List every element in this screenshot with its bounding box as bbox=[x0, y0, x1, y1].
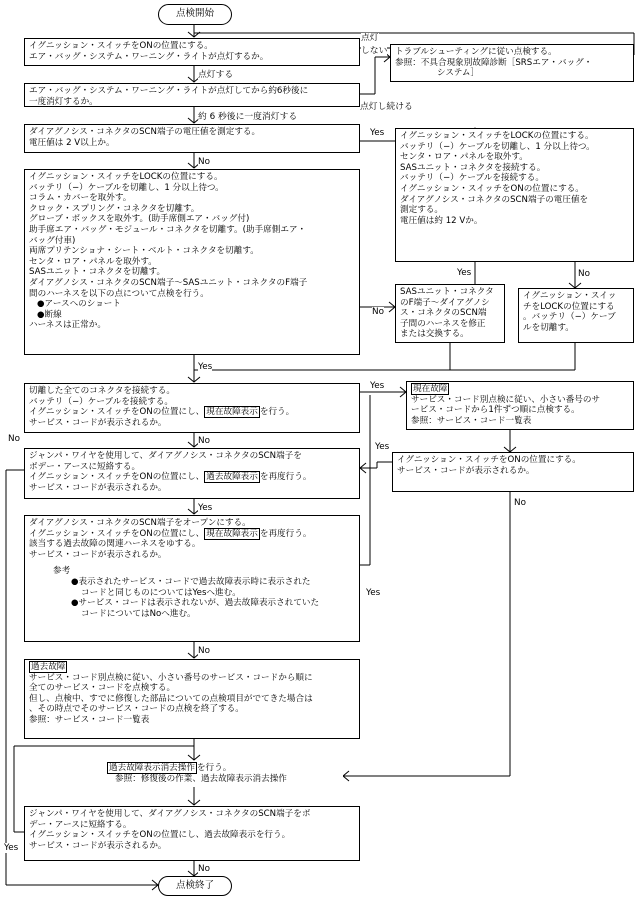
label-yes-b12: Yes bbox=[366, 588, 381, 598]
past-fault-box: 過去故障 サービス・コード別点検に従い、小さい番号のサービス・コードから順に 全てのサービス・コードを点検する。 但し、点検中、すでに修復した部品についての点検項目がでてきた場合は 、その時点でそのサービス・コードの点検を終了する。 参照：サービス・コード一覧表 bbox=[24, 659, 360, 739]
label-no-b3: No bbox=[198, 157, 210, 167]
step-ignition-code: イグニッション・スイッチをONの位置にする。 サービス・コードが表示されるか。 bbox=[392, 452, 634, 492]
label-no-b12: No bbox=[198, 646, 210, 656]
step-reconnect-current-fault: 切離した全てのコネクタを接続する。 バッテリ（−）ケーブルを接続する。 イグニッション・スイッチをONの位置にし、 現在故障表示 を行う。 サービス・コードが表示されるか。 bbox=[24, 383, 360, 433]
step-ignition-on: イグニッション・スイッチをONの位置にする。 エア・バッグ・システム・ワーニング・ライトが点灯するか。 bbox=[24, 38, 360, 66]
label-no-b15: No bbox=[198, 864, 210, 874]
step-jumper-past-fault: ジャンパ・ワイヤを使用して、ダイアグノシス・コネクタのSCN端子を ボデー・アースに短絡する。 イグニッション・スイッチをONの位置にし、 過去故障表示 を再度行う。 サービス・コードが表示されるか。 bbox=[24, 448, 360, 499]
step-battery-disconnect: イグニッション・スイッ チをLOCKの位置にする 。バッテリ（−）ケーブ ルを切離す。 bbox=[518, 288, 634, 343]
label-yes-b3: Yes bbox=[370, 128, 385, 138]
label-no-b5: No bbox=[578, 269, 590, 279]
past-fault-clear-box: 過去故障表示消去操作 を行う。 参照：修復後の作業、過去故障表示消去操作 bbox=[103, 761, 343, 787]
label-lights-up: 点灯する bbox=[198, 70, 234, 80]
start-terminal: 点検開始 bbox=[158, 4, 232, 25]
step-scn-voltage: ダイアグノシス・コネクタのSCN端子の電圧値を測定する。 電圧値は 2 V以上か。 bbox=[24, 124, 360, 153]
label-yes-b15: Yes bbox=[4, 843, 19, 853]
troubleshooting-box: トラブルシューティングに従い点検する。 参照：不具合現象別故障診断［SRSエア・バッグ・ システム］ bbox=[390, 44, 634, 82]
label-yes-b5: Yes bbox=[457, 268, 472, 278]
end-terminal: 点検終了 bbox=[158, 876, 232, 896]
label-no-b10: No bbox=[8, 434, 20, 444]
step-sas-voltage: イグニッション・スイッチをLOCKの位置にする。 バッテリ（−）ケーブルを切離し、1 分以上待つ。 センタ・ロア・パネルを取外す。 SASユニット・コネクタを接続する。 バッテリ（−）ケーブルを接続する。 イグニッション・スイッチをONの位置にする。 ダイアグノシス・コネクタのSCN端子の電圧値を 測定する。 電圧値は約 12 Vか。 bbox=[395, 128, 634, 262]
current-fault-box: 現在故障 サービス・コード別点検に従い、小さい番号のサ ービス・コードから1件ずつ順に点検する。 参照：サービス・コード一覧表 bbox=[406, 381, 634, 430]
step-final-check: ジャンパ・ワイヤを使用して、ダイアグノシス・コネクタのSCN端子をボ デー・アースに短絡する。 イグニッション・スイッチをONの位置にし、過去故障表示を行う。 サービス・コードが表示されるか。 bbox=[24, 806, 360, 861]
label-no-b11: No bbox=[514, 498, 526, 508]
step-open-scn: ダイアグノシス・コネクタのSCN端子をオープンにする。 イグニッション・スイッチをONの位置にし、 現在故障表示 を再度行う。 該当する過去故障の関連ハーネスをゆする。 サービス・コードが表示されるか。 参考 ●表示されたサービス・コードで過去故障表示時に表示された コードと同じものについてはYesへ進む。 ●サービス・コードは表示されないが、過去故障表示されていた コードについてはNoへ進む。 bbox=[24, 515, 360, 642]
label-no-b4: No bbox=[372, 307, 384, 317]
label-yes-b10: Yes bbox=[198, 503, 213, 513]
label-six-sec: 約 6 秒後に一度消灯する bbox=[198, 112, 298, 122]
label-yes-b11: Yes bbox=[375, 442, 390, 452]
label-no-b8: No bbox=[198, 436, 210, 446]
label-yes-b4: Yes bbox=[198, 362, 213, 372]
step-repair-harness: SASユニット・コネクタ のF端子〜ダイアグノシ ス・コネクタのSCN端 子間のハーネスを修正 または交換する。 bbox=[395, 284, 505, 343]
step-warning-light: エア・バッグ・システム・ワーニング・ライトが点灯してから約6秒後に 一度消灯するか。 bbox=[24, 83, 360, 107]
step-harness-check: イグニッション・スイッチをLOCKの位置にする。 バッテリ（−）ケーブルを切離し、1 分以上待つ。 コラム・カバーを取外す。 クロック・スプリング・コネクタを切離す。 グローブ・ボックスを取外す。(助手席側エア・バッグ付) 助手席エア・バッグ・モジュール・コネクタを切離す。(助手席側エア・ バッグ付車) 両席プリテンショナ・シート・ベルト・コネクタを切離す。 センタ・ロア・パネルを取外す。 SASユニット・コネクタを切離す。 ダイアグノシス・コネクタのSCN端子〜SASユニット・コネクタのF端子 間のハーネスを以下の点について点検を行う。 ●アースへのショート ●断線 ハーネスは正常か。 bbox=[24, 169, 360, 355]
label-stays-on: 点灯し続ける bbox=[360, 102, 413, 112]
label-not-lit: しない bbox=[361, 46, 388, 56]
label-yes-b8: Yes bbox=[370, 381, 385, 391]
label-lit: 点灯 bbox=[361, 33, 379, 43]
